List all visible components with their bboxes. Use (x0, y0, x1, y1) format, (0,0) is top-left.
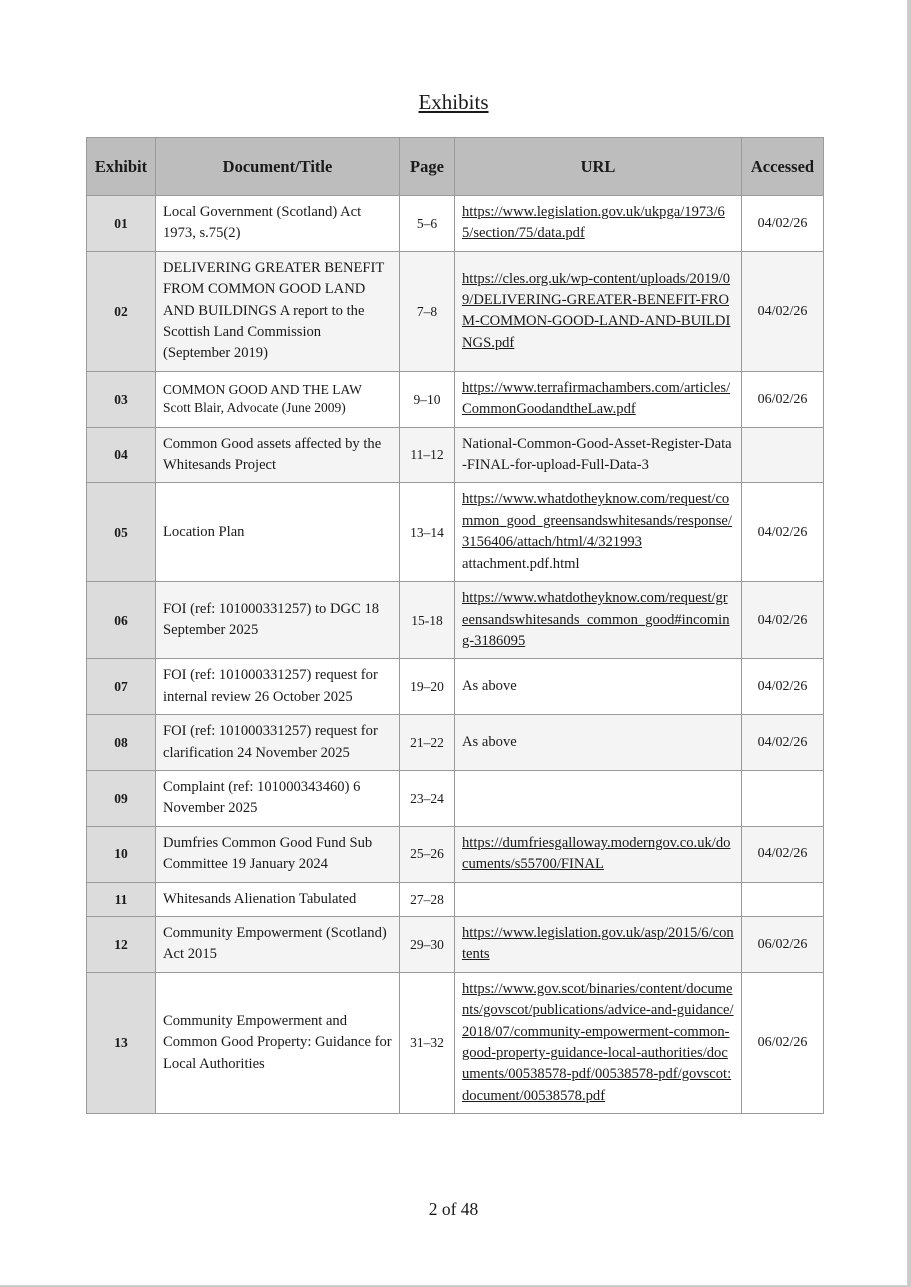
page-range: 23–24 (400, 770, 455, 826)
url-cell (455, 972, 742, 1113)
document-title-cell (156, 371, 400, 427)
document-title: Location Plan (163, 523, 245, 540)
url-link[interactable]: https://www.terrafirmachambers.com/articles/CommonGoodandtheLaw.pdf (462, 379, 731, 418)
accessed-date (742, 882, 824, 916)
url-cell (455, 659, 742, 715)
table-header-row (87, 138, 824, 196)
accessed-date (742, 770, 824, 826)
document-title: FOI (ref: 101000331257) to DGC 18 September 2025 (163, 600, 380, 639)
url-cell (455, 251, 742, 371)
accessed-date: 06/02/26 (742, 916, 824, 972)
document-author: Scott Blair, Advocate (June 2009) (163, 400, 346, 416)
document-title: Community Empowerment and Common Good Property: Guidance for Local Authorities (163, 1012, 392, 1072)
table-row (87, 882, 824, 916)
page-number: 2 of 48 (428, 1199, 479, 1219)
document-title-cell (156, 770, 400, 826)
page-range: 13–14 (400, 483, 455, 582)
document-title-cell (156, 882, 400, 916)
exhibit-number: 08 (87, 715, 156, 771)
document-title: COMMON GOOD AND THE LAW (163, 382, 362, 398)
url-cell (455, 715, 742, 771)
accessed-date: 04/02/26 (742, 483, 824, 582)
accessed-date: 06/02/26 (742, 371, 824, 427)
exhibit-number: 03 (87, 371, 156, 427)
accessed-date: 04/02/26 (742, 826, 824, 882)
document-title: Complaint (ref: 101000343460) 6 November 2025 (163, 778, 361, 817)
exhibit-number: 11 (87, 882, 156, 916)
table-row (87, 483, 824, 582)
document-title: Community Empowerment (Scotland) Act 2015 (163, 924, 387, 963)
exhibit-number: 07 (87, 659, 156, 715)
document-title-cell (156, 972, 400, 1113)
page-range: 15-18 (400, 582, 455, 659)
page-range: 7–8 (400, 251, 455, 371)
url-cell (455, 882, 742, 916)
page-range: 29–30 (400, 916, 455, 972)
page-range: 27–28 (400, 882, 455, 916)
page-range: 9–10 (400, 371, 455, 427)
page-range: 21–22 (400, 715, 455, 771)
document-title: Local Government (Scotland) Act 1973, s.75(2) (163, 204, 362, 242)
url-cell (455, 371, 742, 427)
url-cell (455, 196, 742, 252)
table-row (87, 582, 824, 659)
exhibit-number: 12 (87, 916, 156, 972)
url-text: As above (462, 733, 517, 750)
page-range: 19–20 (400, 659, 455, 715)
accessed-date: 04/02/26 (742, 715, 824, 771)
url-link[interactable]: https://www.legislation.gov.uk/ukpga/1973/65/section/75/data.pdf (462, 204, 725, 242)
table-row (87, 427, 824, 483)
url-link[interactable]: https://cles.org.uk/wp-content/uploads/2019/09/DELIVERING-GREATER-BENEFIT-FROM-COMMON-GOOD-LAND-AND-BUILDINGS.pdf (462, 270, 731, 351)
document-title: Dumfries Common Good Fund Sub Committee 19 January 2024 (163, 834, 373, 873)
exhibit-number: 02 (87, 251, 156, 371)
url-cell (455, 916, 742, 972)
document-title-cell (156, 427, 400, 483)
table-row (87, 916, 824, 972)
document-title-cell (156, 582, 400, 659)
url-suffix-text: attachment.pdf.html (462, 555, 580, 572)
header-page: Page (400, 138, 455, 196)
document-title: FOI (ref: 101000331257) request for internal review 26 October 2025 (163, 667, 378, 705)
table-row (87, 196, 824, 252)
exhibit-number: 05 (87, 483, 156, 582)
exhibits-table (86, 137, 824, 1114)
header-exhibit: Exhibit (87, 138, 156, 196)
exhibit-number: 09 (87, 770, 156, 826)
accessed-date (742, 427, 824, 483)
table-row (87, 659, 824, 715)
document-title-cell (156, 659, 400, 715)
document-title-cell (156, 826, 400, 882)
document-title: FOI (ref: 101000331257) request for clarification 24 November 2025 (163, 723, 378, 761)
url-cell (455, 427, 742, 483)
exhibit-number: 01 (87, 196, 156, 252)
url-link[interactable]: https://www.whatdotheyknow.com/request/greensandswhitesands_common_good#incoming-3186095 (462, 590, 730, 649)
table-row (87, 251, 824, 371)
header-document: Document/Title (156, 138, 400, 196)
document-title: DELIVERING GREATER BENEFIT FROM COMMON GOOD LAND AND BUILDINGS A report to the Scottish Land Commission (September 2019) (163, 259, 385, 362)
url-text: As above (462, 678, 517, 695)
exhibit-number: 13 (87, 972, 156, 1113)
url-text: National-Common-Good-Asset-Register-Data-FINAL-for-upload-Full-Data-3 (462, 435, 732, 474)
url-cell (455, 826, 742, 882)
document-title-cell (156, 715, 400, 771)
page-range: 31–32 (400, 972, 455, 1113)
accessed-date: 04/02/26 (742, 196, 824, 252)
document-title: Whitesands Alienation Tabulated (163, 890, 357, 907)
exhibit-number: 06 (87, 582, 156, 659)
table-row (87, 715, 824, 771)
table-body (87, 196, 824, 1114)
page-range: 11–12 (400, 427, 455, 483)
page-range: 25–26 (400, 826, 455, 882)
document-title-cell (156, 916, 400, 972)
document-title: Common Good assets affected by the Whitesands Project (163, 435, 382, 474)
url-cell (455, 483, 742, 582)
url-cell (455, 770, 742, 826)
document-title-cell (156, 251, 400, 371)
header-accessed: Accessed (742, 138, 824, 196)
table-row (87, 826, 824, 882)
header-url: URL (455, 138, 742, 196)
accessed-date: 04/02/26 (742, 251, 824, 371)
table-row (87, 770, 824, 826)
page-title: Exhibits (418, 90, 489, 114)
table-row (87, 371, 824, 427)
table-row (87, 972, 824, 1113)
accessed-date: 06/02/26 (742, 972, 824, 1113)
url-link[interactable]: https://dumfriesgalloway.moderngov.co.uk/documents/s55700/FINAL (462, 834, 731, 873)
url-cell (455, 582, 742, 659)
accessed-date: 04/02/26 (742, 582, 824, 659)
url-link[interactable]: https://www.gov.scot/binaries/content/documents/govscot/publications/advice-and-guidance/2018/07/community-empowerment-common-good-property-guidance-local-authorities/documents/00538578-pdf/00538578-pdf/govscot:document/00538578.pdf (462, 980, 734, 1104)
page-range: 5–6 (400, 196, 455, 252)
accessed-date: 04/02/26 (742, 659, 824, 715)
url-link[interactable]: https://www.legislation.gov.uk/asp/2015/6/contents (462, 924, 734, 963)
exhibit-number: 04 (87, 427, 156, 483)
document-title-cell (156, 483, 400, 582)
document-title-cell (156, 196, 400, 252)
url-link[interactable]: https://www.whatdotheyknow.com/request/common_good_greensandswhitesands/response/3156406/attach/html/4/321993 (462, 491, 732, 551)
exhibit-number: 10 (87, 826, 156, 882)
